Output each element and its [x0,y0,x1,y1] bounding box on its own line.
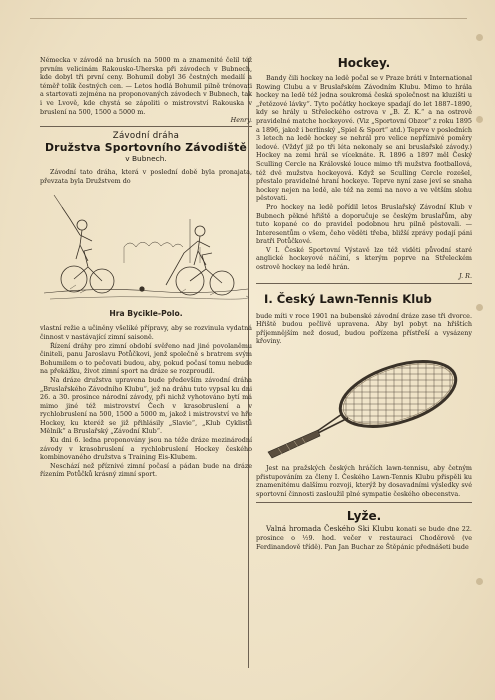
track-paragraph-6: Neschází než příznivé zimní počasí a pádan bude na dráze řízením Potůčků krásný zimní sport. [40,461,252,479]
lawn-tennis-heading: I. Český Lawn-Tennis Klub [264,291,432,306]
track-paragraph-5: Ku dni 6. ledna proponovány jsou na téže dráze mezinárodní závody v krasobruslení a rychlobruslení Hockey českého kombinovaného družstva s Training Eis-Klubem. [40,436,252,462]
ski-heading: Lyže. [346,509,382,524]
intro-author: Henry. [230,116,252,125]
track-paragraph-3: Řízení dráhy pro zimní období svěřeno nad jiné povolaněmu činiteli, panu Jaroslavu Potůčkovi, jenž společně s bratrem svým Bohumilem o to pečovati budou, aby, pokud počasí tomu nebude na překážku, život zimní sport na dráze se rozproudil. [40,341,252,376]
bicycle-polo-engraving [40,189,252,307]
left-column [40,56,252,479]
top-rule [30,18,467,19]
section-rule [256,502,472,503]
tennis-racket-engraving [256,352,472,460]
lawn-tennis-paragraph-2: Jest na pražských českých hráčích lawn-tennisu, aby četným přistupováním za členy I. Českého Lawn-Tennis Klubu přispěli ku znamenitému dalšímu rozvoji, kterýž by dosavadními výsledky své sportovní činnosti zasloužil plné sympatie českého obecenstva. [256,464,472,498]
hockey-paragraph-3: V I. České Sportovní Výstavě lze též viděti původní staré anglické hockeyové náčiní, s kterým poprve na Střeleckém ostrově hockey na ledě hrán. [256,245,472,272]
track-heading-line2: Družstva Sportovního Závodiště [45,141,247,155]
section-rule [256,283,472,284]
section-rule [40,126,252,127]
ski-subheading: Valná hromada Českého Ski Klubu [266,524,394,534]
right-column [256,56,472,551]
illustration-caption: Hra Bycikle-Polo. [109,309,183,319]
track-paragraph-1: Závodní tato dráha, která v poslední době byla pronajata, převzata byla Družstvem do [40,168,252,185]
track-paragraph-2: vlastní režie a učiněny všeliké přípravy, aby se rozvinula vydatná činnost v nastávající zimní saisoně. [40,324,252,341]
binding-hole [476,116,483,123]
hockey-paragraph-2: Pro hockey na ledě pořídil letos Bruslařský Závodní Klub v Bubnech pěkné hřiště a doporučuje se českým bruslařům, aby tuto kopané co do pravidel podobnou hru pilně pěstovali. — Interesentům o všem, čeho věděti třeba, bližší zprávy podají páni bratři Potůčkové. [256,202,472,246]
binding-hole [476,34,483,41]
intro-paragraph: Némecka v závodě na brusích na 5000 m a znamenité čelil též prvním velicinám Rakousko-Uherska při závodech v Bubnech, kde dobyl tři první ceny. Bohumil dobyl 36 čestných medailí a téměř tolik čestných cen. — Letos hodlá Bohumil pilně trénovati a startovati zejména na proponovaných závodech v Bubnech, tak i ve Lvově, kde chystá se zápoliti o mistrovství Rakouska v bruslení na 500, 1500 a 5000 m. [40,56,252,116]
ski-paragraph-1: konati se bude dne 22. prosince o ½9. hod. večer v restauraci Choděrově (ve Ferdinandově třídě). Pan Jan Buchar ze Štěpánic přednášeti bude [256,525,472,551]
hockey-paragraph-1: Bandy čili hockey na ledě počal se v Praze bráti v International Rowing Clubu a v Bruslařském Závodním Klubu. Mimo to hrála hockey na ledě též jedna soukromá česká společnost na kluzišti u „řetězové lávky“. Tyto počátky hockeye spadají do let 1887–1890, kdy se hrály u Střeleckého ostrova v „B. Z. K.“ a na ostrově pravidelné matche hockeyové. (Viz „Sportovní Obzor“ z roku 1895 a 1896, jakož i berlínský „Spiel & Sport“ atd.) Teprve v posledních 3 letech na ledě hockey se nehrál pro velice nepříznivé poměry ledové. (Vždyť již po tři léta nekonaly se ani bruslařské závody.) Hockey na zemi hrál se víceknáte. R. 1896 a 1897 měl Český Sculling Cercle na Královské louce mimo tři mužstva footballová, též dvě mužstva hockeyová. Když se Sculling Cercle rozešel, přestalo pravidelné hraní hockeye. Teprve nyní zase jeví se snaha hockey nejen na ledě, ale též na zemi na novo a ve větším slohu pěstovati. [256,74,472,203]
hockey-author: J. R. [459,271,472,280]
lawn-tennis-paragraph-1: bude míti v roce 1901 na bubenské závodní dráze zase tři dvorce. Hřiště budou pečlivě upravena. Aby byl pobyt na hřištích příjemnějším než dosud, budou pořízena přístřeší a vysázeny křoviny. [256,311,472,346]
hockey-heading: Hockey. [337,56,391,70]
track-heading-line3: v Bubnech. [125,154,167,164]
tennis-racket-illustration [256,352,472,460]
bicycle-polo-illustration [40,189,252,307]
binding-hole [476,578,483,585]
track-heading-line1: Závodní dráha [112,131,180,142]
binding-hole [476,304,483,311]
track-paragraph-4: Na dráze družstva upravena bude především závodní dráha „Bruslařského Závodního Klubu“, jež na dráhu tuto vypsal ku dni 26. a 30. prosince národní závody, při nichž vyhotováno bytí má mimo jiné též mistrovství Čech v krasobruslení a v rychlobruslení na 500, 1500 a 5000 m, jakož i mistrovství ve hře Hockey, ku kteréž se již přihlásily „Slavie“, „Klub Cyklistů Mělník“ a Bruslařský „Závodní Klub“. [40,375,252,436]
